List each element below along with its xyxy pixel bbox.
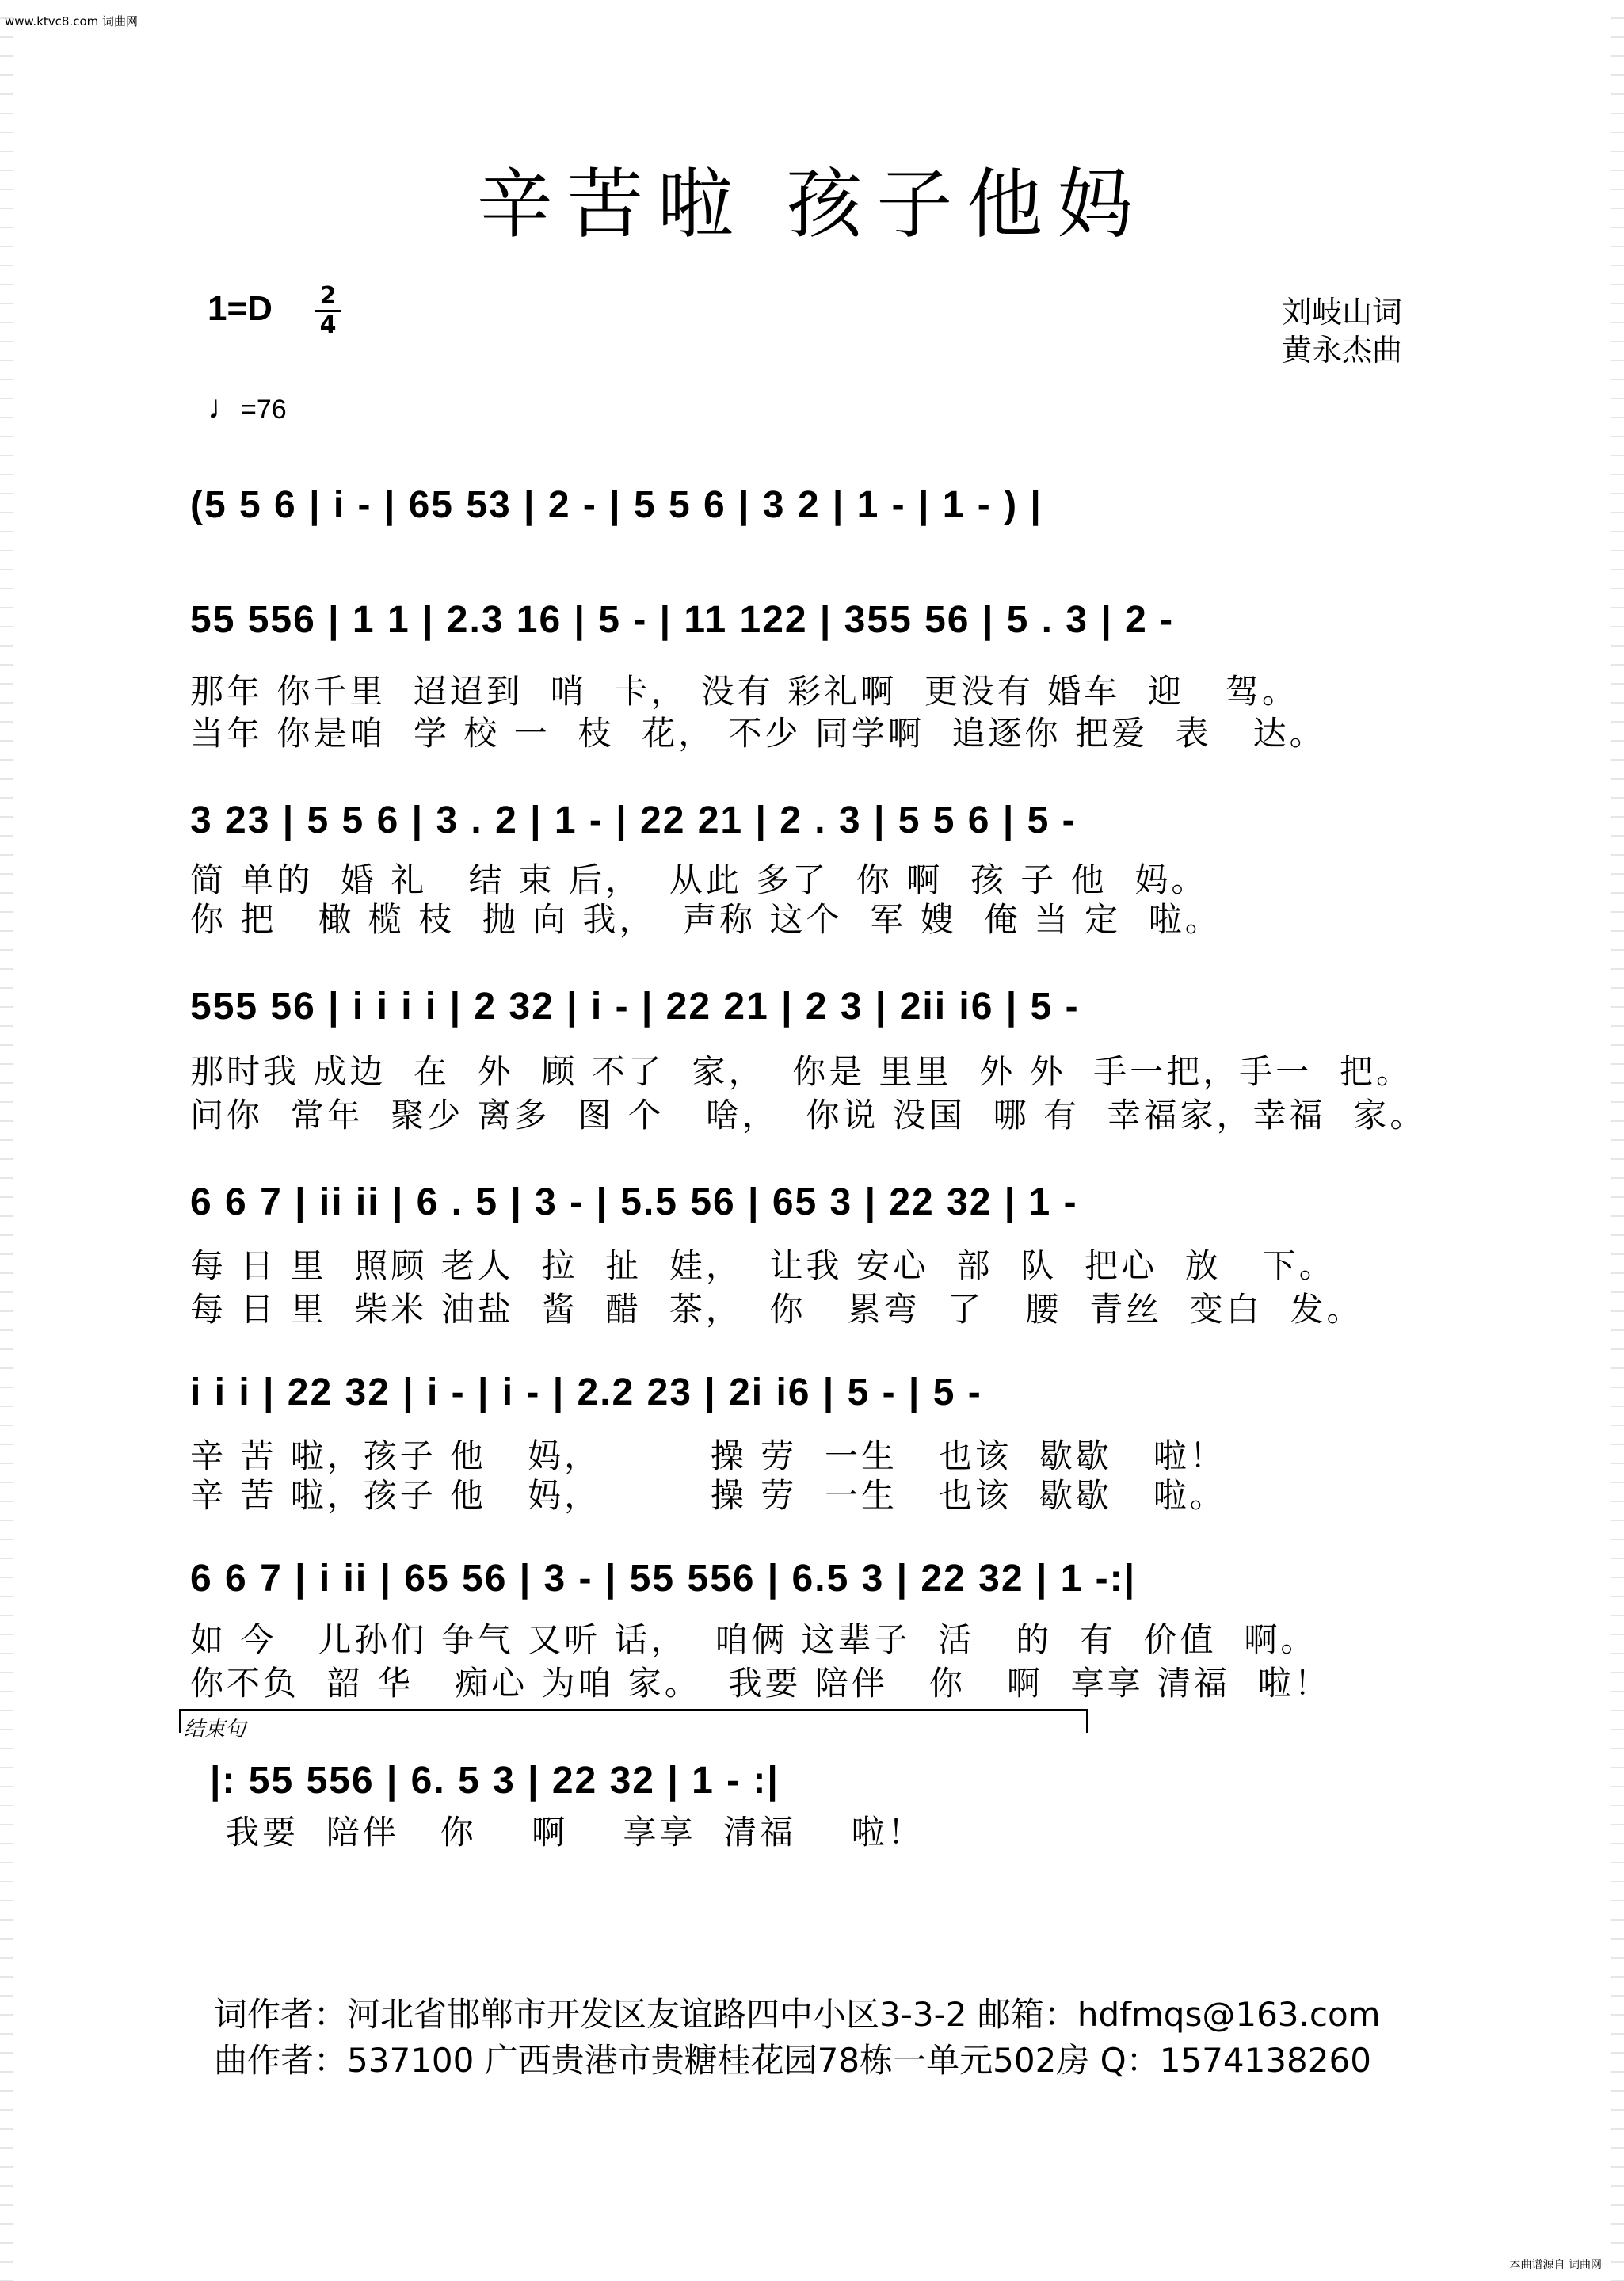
- score-line-7: 6 6 7 | i ii | 65 56 | 3 - | 55 556 | 6.5 3 | 22 32 | 1 -:|: [190, 1558, 1137, 1600]
- lyric-line-3a: 简 单的 婚 礼 结 束 后， 从此 多了 你 啊 孩 子 他 妈。: [190, 860, 1208, 899]
- ending-bracket-right: [1086, 1709, 1088, 1733]
- credits: [1282, 293, 1402, 369]
- quarter-note-icon: ♩: [208, 388, 241, 425]
- lyric-line-2b: 当年 你是咱 学 校 一 枝 花， 不少 同学啊 追逐你 把爱 表 达。: [190, 714, 1326, 753]
- song-title: 辛苦啦 孩子他妈: [476, 160, 1148, 249]
- footer-source: 本曲谱源自 词曲网: [1509, 2259, 1602, 2271]
- lyric-line-2a: 那年 你千里 迢迢到 哨 卡， 没有 彩礼啊 更没有 婚车 迎 驾。: [190, 672, 1298, 711]
- right-margin-strip: [1611, 0, 1624, 2281]
- composer-contact: 曲作者：537100 广西贵港市贵糖桂花园78栋一单元502房 Q：1574138260: [214, 2041, 1371, 2080]
- score-line-1: (5 5 6 | i - | 65 53 | 2 - | 5 5 6 | 3 2 | 1 - | 1 - ) |: [190, 484, 1043, 526]
- lyric-line-4b: 问你 常年 聚少 离多 图 个 啥， 你说 没国 哪 有 幸福家，幸福 家。: [190, 1096, 1427, 1135]
- score-line-2: 55 556 | 1 1 | 2.3 16 | 5 - | 11 122 | 355 56 | 5 . 3 | 2 -: [190, 599, 1175, 641]
- left-margin-strip: [0, 0, 13, 2281]
- ending-bracket-top: [179, 1709, 1088, 1711]
- score-line-ending: |: 55 556 | 6. 5 3 | 22 32 | 1 - :|: [210, 1760, 780, 1802]
- time-signature: [315, 284, 341, 338]
- lyric-line-7a: 如 今 儿孙们 争气 又听 话， 咱俩 这辈子 活 的 有 价值 啊。: [190, 1620, 1317, 1659]
- lyric-line-5a: 每 日 里 照顾 老人 拉 扯 娃， 让我 安心 部 队 把心 放 下。: [190, 1246, 1336, 1285]
- lyricist-credit: 刘岐山词: [1282, 295, 1403, 330]
- site-label: www.ktvc8.com 词曲网: [5, 14, 139, 29]
- lyric-line-ending: 我要 陪伴 你 啊 享享 清福 啦！: [226, 1813, 924, 1852]
- lyricist-contact: 词作者：河北省邯郸市开发区友谊路四中小区3-3-2 邮箱：hdfmqs@163.com: [214, 1995, 1381, 2034]
- score-line-4: 555 56 | i i i i | 2 32 | i - | 22 21 | 2 3 | 2ii i6 | 5 -: [190, 986, 1080, 1028]
- lyric-line-4a: 那时我 成边 在 外 顾 不了 家， 你是 里里 外 外 手一把，手一 把。: [190, 1052, 1413, 1091]
- lyric-line-6b: 辛 苦 啦，孩子 他 妈， 操 劳 一生 也该 歇歇 啦。: [190, 1476, 1226, 1515]
- ending-label: 结束句: [184, 1718, 246, 1741]
- tempo-value: =76: [241, 395, 287, 425]
- score-line-3: 3 23 | 5 5 6 | 3 . 2 | 1 - | 22 21 | 2 . 3 | 5 5 6 | 5 -: [190, 799, 1077, 841]
- lyric-line-5b: 每 日 里 柴米 油盐 酱 醋 茶， 你 累弯 了 腰 青丝 变白 发。: [190, 1290, 1363, 1329]
- key-signature: 1=D: [208, 289, 273, 328]
- score-line-5: 6 6 7 | ii ii | 6 . 5 | 3 - | 5.5 56 | 65 3 | 22 32 | 1 -: [190, 1181, 1078, 1223]
- composer-credit: 黄永杰曲: [1282, 333, 1403, 368]
- lyric-line-7b: 你不负 韶 华 痴心 为咱 家。 我要 陪伴 你 啊 享享 清福 啦！: [190, 1664, 1331, 1703]
- time-signature-bottom: 4: [319, 311, 337, 339]
- time-signature-top: 2: [319, 282, 337, 310]
- lyric-line-3b: 你 把 橄 榄 枝 抛 向 我， 声称 这个 军 嫂 俺 当 定 啦。: [190, 900, 1222, 939]
- tempo-marking: [208, 388, 287, 426]
- score-line-6: i i i | 22 32 | i - | i - | 2.2 23 | 2i i6 | 5 - | 5 -: [190, 1371, 982, 1413]
- ending-bracket-left: [179, 1709, 181, 1733]
- lyric-line-6a: 辛 苦 啦，孩子 他 妈， 操 劳 一生 也该 歇歇 啦！: [190, 1436, 1226, 1475]
